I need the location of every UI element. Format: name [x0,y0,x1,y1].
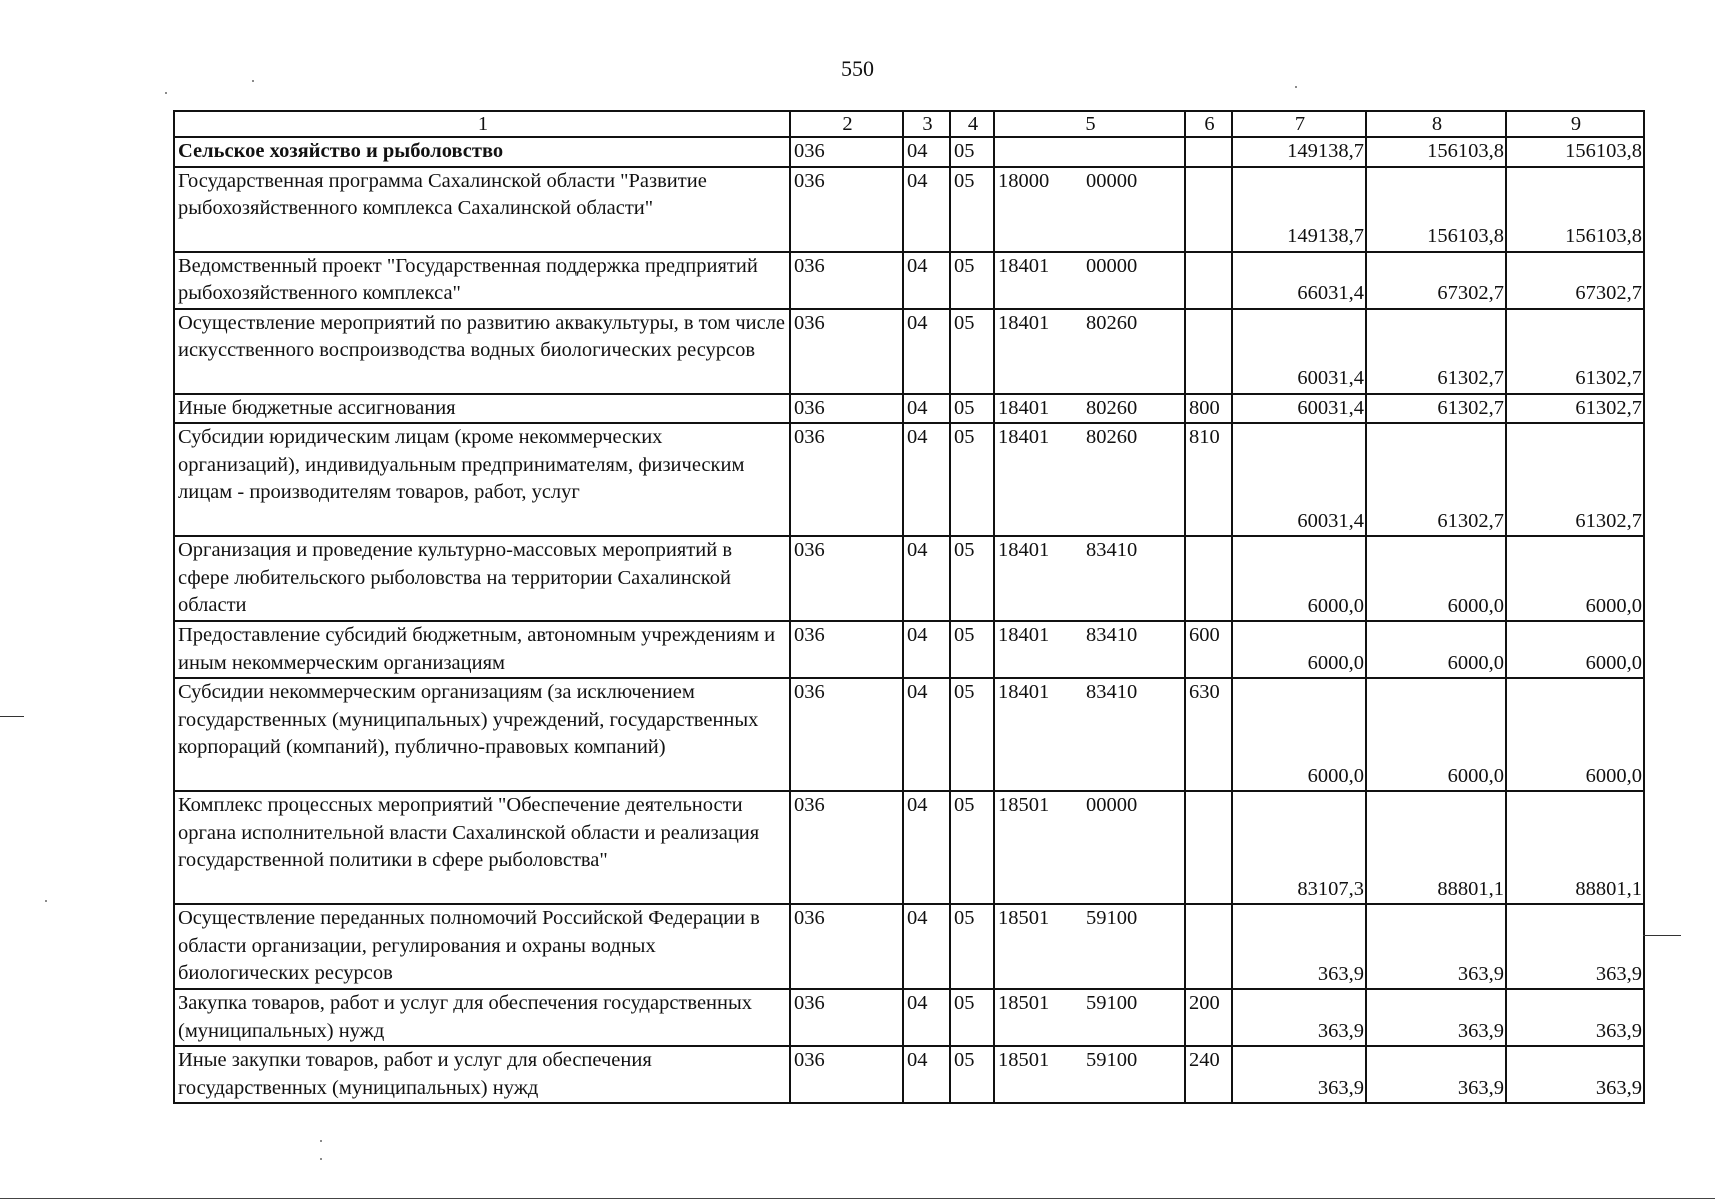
amount-col9-cell: 156103,8 [1506,137,1644,167]
header-cell: 1 [174,111,790,137]
amount-col8-cell: 363,9 [1366,904,1506,989]
target-article-cell [994,621,1185,678]
amount-col7-cell: 60031,4 [1232,394,1366,424]
ministry-code-cell: 036 [790,137,903,167]
target-article-cell [994,904,1185,989]
target-article-cell [994,167,1185,252]
amount-col7-cell: 60031,4 [1232,423,1366,536]
header-cell: 9 [1506,111,1644,137]
expense-type-cell [1185,904,1232,989]
subsection-code-cell: 05 [950,394,994,424]
program-code: 18401 [998,426,1050,448]
program-code: 18501 [998,794,1050,816]
direction-code: 59100 [1086,907,1138,929]
ministry-code-cell: 036 [790,678,903,791]
direction-code: 00000 [1086,794,1138,816]
expense-type-cell [1185,309,1232,394]
amount-col9-cell: 363,9 [1506,904,1644,989]
amount-col9-cell: 88801,1 [1506,791,1644,904]
subsection-code-cell: 05 [950,137,994,167]
table-row [174,167,1644,252]
amount-col9-cell: 6000,0 [1506,536,1644,621]
section-code-cell: 04 [903,989,950,1046]
target-article-cell [994,394,1185,424]
amount-col7-cell: 149138,7 [1232,137,1366,167]
row-name-cell: Организация и проведение культурно-массовых мероприятий в сфере любительского рыболовства на территории Сахалинской области [174,536,790,621]
section-code-cell: 04 [903,137,950,167]
amount-col8-cell: 363,9 [1366,1046,1506,1103]
amount-col9-cell: 6000,0 [1506,621,1644,678]
subsection-code-cell: 05 [950,1046,994,1103]
row-name-cell: Государственная программа Сахалинской области "Развитие рыбохозяйственного комплекса Сахалинской области" [174,167,790,252]
row-name-cell: Субсидии юридическим лицам (кроме некоммерческих организаций), индивидуальным предпринимателям, физическим лицам - производителям товаров, работ, услуг [174,423,790,536]
expense-type-cell: 200 [1185,989,1232,1046]
table-row [174,989,1644,1046]
header-cell: 7 [1232,111,1366,137]
row-name-cell: Сельское хозяйство и рыболовство [174,137,790,167]
amount-col7-cell: 6000,0 [1232,678,1366,791]
amount-col8-cell: 156103,8 [1366,137,1506,167]
section-code-cell: 04 [903,621,950,678]
table-row [174,423,1644,536]
subsection-code-cell: 05 [950,309,994,394]
ministry-code-cell: 036 [790,167,903,252]
section-code-cell: 04 [903,904,950,989]
row-name-cell: Комплекс процессных мероприятий "Обеспечение деятельности органа исполнительной власти Сахалинской области и реализация государственной политики в сфере рыболовства" [174,791,790,904]
amount-col7-cell: 66031,4 [1232,252,1366,309]
amount-col8-cell: 363,9 [1366,989,1506,1046]
subsection-code-cell: 05 [950,423,994,536]
section-code-cell: 04 [903,791,950,904]
amount-col9-cell: 61302,7 [1506,394,1644,424]
header-cell: 4 [950,111,994,137]
expense-type-cell [1185,791,1232,904]
program-code: 18401 [998,254,1050,277]
amount-col7-cell: 6000,0 [1232,621,1366,678]
scan-edge [0,1198,1715,1199]
scan-speck [1295,86,1297,88]
program-code: 18501 [998,907,1050,929]
row-name-cell: Осуществление переданных полномочий Российской Федерации в области организации, регулирования и охраны водных биологических ресурсов [174,904,790,989]
row-name-cell: Ведомственный проект "Государственная поддержка предприятий рыбохозяйственного комплекса" [174,252,790,309]
margin-mark-right [1643,935,1681,936]
scan-speck [45,900,47,902]
table-row [174,252,1644,309]
target-article-cell [994,791,1185,904]
table-row [174,904,1644,989]
expense-type-cell [1185,167,1232,252]
row-name-cell: Закупка товаров, работ и услуг для обеспечения государственных (муниципальных) нужд [174,989,790,1046]
amount-col7-cell: 60031,4 [1232,309,1366,394]
section-code-cell: 04 [903,252,950,309]
section-code-cell: 04 [903,423,950,536]
program-code: 18401 [998,624,1050,646]
amount-col7-cell: 83107,3 [1232,791,1366,904]
amount-col9-cell: 6000,0 [1506,678,1644,791]
table-row [174,536,1644,621]
amount-col8-cell: 6000,0 [1366,678,1506,791]
table-row [174,621,1644,678]
target-article-cell [994,1046,1185,1103]
program-code: 18401 [998,311,1050,334]
header-cell: 2 [790,111,903,137]
scan-speck [165,92,167,94]
amount-col8-cell: 61302,7 [1366,309,1506,394]
table-row [174,137,1644,167]
table-row [174,791,1644,904]
section-code-cell: 04 [903,678,950,791]
amount-col8-cell: 67302,7 [1366,252,1506,309]
section-code-cell: 04 [903,394,950,424]
header-cell: 6 [1185,111,1232,137]
target-article-cell [994,252,1185,309]
row-name-cell: Иные бюджетные ассигнования [174,394,790,424]
target-article-cell [994,309,1185,394]
amount-col7-cell: 149138,7 [1232,167,1366,252]
direction-code: 00000 [1086,254,1138,277]
subsection-code-cell: 05 [950,621,994,678]
section-code-cell: 04 [903,167,950,252]
ministry-code-cell: 036 [790,621,903,678]
ministry-code-cell: 036 [790,423,903,536]
ministry-code-cell: 036 [790,309,903,394]
row-name-cell: Осуществление мероприятий по развитию аквакультуры, в том числе искусственного воспроизводства водных биологических ресурсов [174,309,790,394]
header-row [174,111,1644,137]
target-article-cell [994,536,1185,621]
amount-col8-cell: 61302,7 [1366,394,1506,424]
row-name-cell: Иные закупки товаров, работ и услуг для обеспечения государственных (муниципальных) нужд [174,1046,790,1103]
amount-col9-cell: 156103,8 [1506,167,1644,252]
subsection-code-cell: 05 [950,989,994,1046]
ministry-code-cell: 036 [790,252,903,309]
direction-code: 00000 [1086,169,1138,192]
scan-speck [320,1140,322,1142]
direction-code: 83410 [1086,681,1138,703]
section-code-cell: 04 [903,1046,950,1103]
target-article-cell [994,137,1185,167]
ministry-code-cell: 036 [790,1046,903,1103]
section-code-cell: 04 [903,309,950,394]
program-code: 18501 [998,1049,1050,1071]
subsection-code-cell: 05 [950,167,994,252]
amount-col9-cell: 61302,7 [1506,423,1644,536]
table-row [174,394,1644,424]
direction-code: 59100 [1086,992,1138,1014]
amount-col8-cell: 6000,0 [1366,621,1506,678]
program-code: 18401 [998,396,1050,419]
page-number: 550 [841,56,874,81]
program-code: 18401 [998,681,1050,703]
direction-code: 80260 [1086,426,1138,448]
program-code: 18000 [998,169,1050,192]
expense-type-cell [1185,252,1232,309]
table-row [174,678,1644,791]
expense-type-cell: 240 [1185,1046,1232,1103]
ministry-code-cell: 036 [790,791,903,904]
ministry-code-cell: 036 [790,904,903,989]
target-article-cell [994,678,1185,791]
amount-col9-cell: 363,9 [1506,989,1644,1046]
amount-col7-cell: 363,9 [1232,904,1366,989]
target-article-cell [994,989,1185,1046]
expense-type-cell [1185,137,1232,167]
program-code: 18501 [998,992,1050,1014]
expense-type-cell: 810 [1185,423,1232,536]
direction-code: 59100 [1086,1049,1138,1071]
scan-speck [320,1158,322,1160]
expense-type-cell: 600 [1185,621,1232,678]
direction-code: 83410 [1086,624,1138,646]
subsection-code-cell: 05 [950,536,994,621]
header-cell: 3 [903,111,950,137]
row-name-cell: Субсидии некоммерческим организациям (за исключением государственных (муниципальных) учреждений, государственных корпораций (компаний), публично-правовых компаний) [174,678,790,791]
amount-col7-cell: 363,9 [1232,1046,1366,1103]
scan-speck [252,80,254,82]
amount-col7-cell: 6000,0 [1232,536,1366,621]
header-cell: 5 [994,111,1185,137]
amount-col9-cell: 61302,7 [1506,309,1644,394]
target-article-cell [994,423,1185,536]
ministry-code-cell: 036 [790,394,903,424]
table-row [174,309,1644,394]
direction-code: 80260 [1086,311,1138,334]
expense-type-cell [1185,536,1232,621]
margin-mark-left [0,716,24,717]
amount-col8-cell: 6000,0 [1366,536,1506,621]
amount-col7-cell: 363,9 [1232,989,1366,1046]
program-code: 18401 [998,539,1050,561]
subsection-code-cell: 05 [950,791,994,904]
amount-col9-cell: 67302,7 [1506,252,1644,309]
amount-col8-cell: 88801,1 [1366,791,1506,904]
amount-col9-cell: 363,9 [1506,1046,1644,1103]
subsection-code-cell: 05 [950,252,994,309]
subsection-code-cell: 05 [950,678,994,791]
amount-col8-cell: 61302,7 [1366,423,1506,536]
subsection-code-cell: 05 [950,904,994,989]
direction-code: 83410 [1086,539,1138,561]
ministry-code-cell: 036 [790,536,903,621]
table-row [174,1046,1644,1103]
header-cell: 8 [1366,111,1506,137]
amount-col8-cell: 156103,8 [1366,167,1506,252]
ministry-code-cell: 036 [790,989,903,1046]
direction-code: 80260 [1086,396,1138,419]
section-code-cell: 04 [903,536,950,621]
budget-table [173,110,1645,1104]
expense-type-cell: 630 [1185,678,1232,791]
expense-type-cell: 800 [1185,394,1232,424]
row-name-cell: Предоставление субсидий бюджетным, автономным учреждениям и иным некоммерческим организациям [174,621,790,678]
